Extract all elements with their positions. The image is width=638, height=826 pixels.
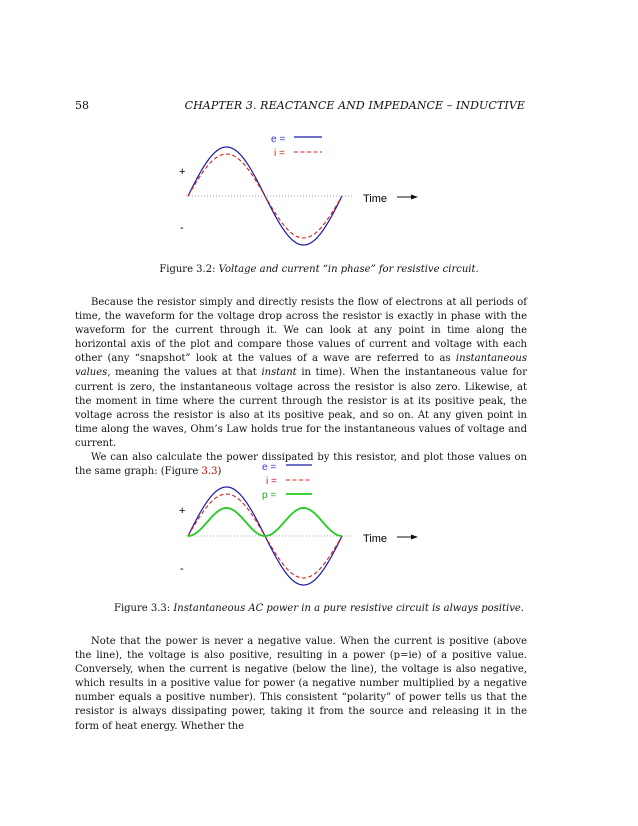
figure-3-3-label: Figure 3.3: [114,603,171,614]
figure-3-2-label: Figure 3.2: [159,264,216,275]
minus-sign: - [180,222,184,234]
paragraph-3: Note that the power is never a negative value. When the current is positive (above the line), the voltage is also positive, resulting in a power (p=ie) of a positive value. Conversely, when the current is negative (below the line), the voltage is also negative, which results in a positive value for power (a negative number multiplied by a negative number equals a positive number). This consistent “polarity” of power tells us that the resistor is always dissipating power, taking it from the source and releasing it in the form of heat energy. Whether the [75,636,527,732]
minus-sign: - [180,563,184,575]
time-arrow-head [411,195,418,200]
legend-p-label: p = [262,490,277,501]
figure-3-3-plot [0,455,638,590]
legend-e-label: e = [271,134,286,145]
paragraph-1-emphasis-2: instant [261,367,297,379]
paragraph-1-emphasis-1: instantaneous values [75,353,527,379]
paragraph-2-text: We can also calculate the power dissipated by this resistor, and plot those values on the same graph: (Figure [75,452,527,478]
plus-sign: + [179,505,186,517]
body-text-2 [75,635,527,734]
figure-3-3 [0,455,638,590]
page-number: 58 [75,99,89,112]
figure-3-3-reference-link[interactable]: 3.3 [201,466,218,478]
figure-3-2-caption-text: Voltage and current “in phase” for resistive circuit. [218,264,479,275]
legend-i-label: i = [266,476,277,487]
power-wave [188,508,342,536]
figure-3-3-caption [0,603,638,614]
body-text-1 [75,296,527,479]
paragraph-1-part-2: , meaning the values at that [107,367,262,379]
figure-3-3-caption-text: Instantaneous AC power in a pure resistive circuit is always positive. [173,603,524,614]
legend-i-label: i = [274,148,285,159]
figure-3-2-plot [0,125,638,250]
paragraph-1-part-1: Because the resistor simply and directly resists the flow of electrons at all periods of time, the waveform for the voltage drop across the resistor is exactly in phase with the waveform for the current through it. We can look at any point in time along the horizontal axis of the plot and compare those values of current and voltage with each other (any “snapshot” look at the values of a wave are referred to as [75,297,527,365]
legend-e-label: e = [262,462,277,473]
figure-3-2 [0,125,638,250]
time-arrow-head [411,535,418,540]
paragraph-2-close: ) [217,466,222,478]
paragraph-1-part-3: in time). When the instantaneous value for current is zero, the instantaneous voltage across the resistor is also zero. Likewise, at the moment in time where the current through the resistor is at its positive peak, the voltage across the resistor is also at its positive peak, and so on. At any given point in time along the waves, Ohm’s Law holds true for the instantaneous values of voltage and current. [75,367,527,449]
paragraph-1 [75,296,527,451]
time-label: Time [363,533,388,545]
running-head: CHAPTER 3. REACTANCE AND IMPEDANCE – INDUCTIVE [184,99,525,112]
figure-3-2-caption [0,264,638,275]
plus-sign: + [179,166,186,178]
time-label: Time [363,193,388,205]
